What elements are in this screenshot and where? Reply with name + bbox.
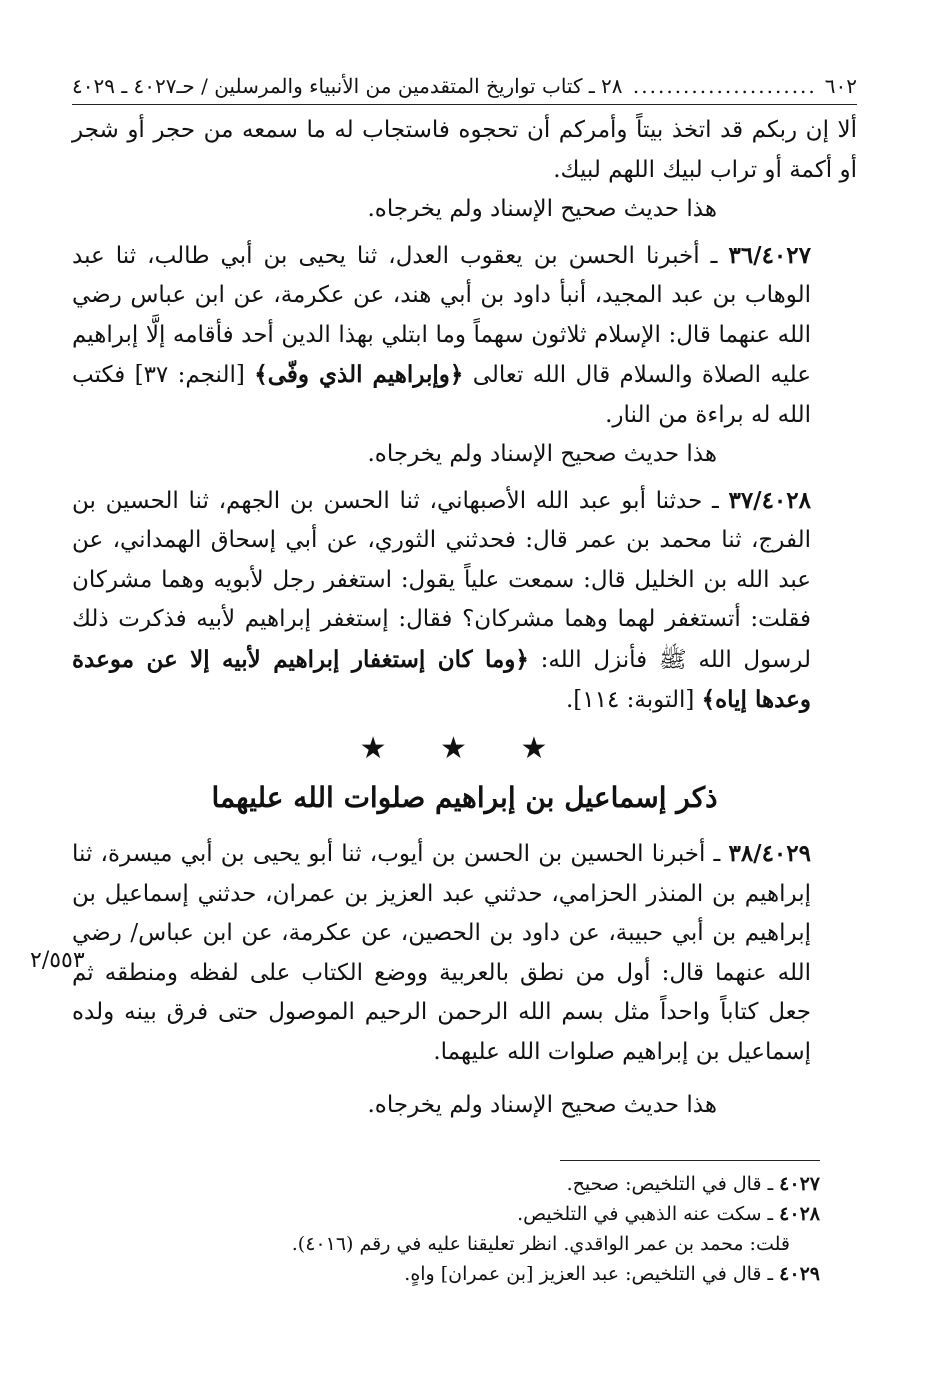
hadith-text-end: [النجم: ٣٧] فكتب الله له براءة من النار. [72, 362, 811, 428]
section-separator-stars: ★ ★ ★ [359, 730, 570, 766]
running-title: ٢٨ ـ كتاب تواريخ المتقدمين من الأنبياء والمرسلين / حـ٤٠٢٧ ـ ٤٠٢٩ [72, 74, 623, 98]
footnote [120, 1259, 820, 1289]
verdict-line: هذا حديث صحيح الإسناد ولم يخرجاه. [367, 196, 717, 222]
hadith-number: ٣٨/٤٠٢٩ [728, 840, 811, 867]
verdict-line: هذا حديث صحيح الإسناد ولم يخرجاه. [367, 441, 717, 467]
section-heading: ذكر إسماعيل بن إبراهيم صلوات الله عليهما [211, 781, 718, 814]
footnote [120, 1169, 820, 1199]
continuation-paragraph: ألا إن ربكم قد اتخذ بيتاً وأمركم أن تحجوه فاستجاب له ما سمعه من حجر أو شجر أو أكمة أو تراب لبيك اللهم لبيك. [72, 117, 857, 183]
footnote-text: ـ سكت عنه الذهبي في التلخيص. [517, 1203, 780, 1225]
footnote-number: ٤٠٢٩ [779, 1263, 820, 1285]
hadith-text: ـ أخبرنا الحسين بن الحسن بن أيوب، ثنا أبو يحيى بن أبي ميسرة، ثنا إبراهيم بن المنذر الحزامي، حدثني عبد العزيز بن عمران، حدثني إسماعيل بن إبراهيم بن أبي حبيبة، عن داود بن الحصين، عن عكرمة، عن ابن عباس/ رضي الله عنهما قال: أول من نطق بالعربية ووضع الكتاب على لفظه ومنطقه ثم جعل كتاباً واحداً مثل بسم الله الرحمن الرحيم الموصول حتى فرق بينه ولده إسماعيل بن إبراهيم صلوات الله عليهما. [72, 841, 811, 1065]
page-header [72, 72, 857, 105]
hadith-4027-paragraph [72, 236, 857, 436]
marginal-volume-reference: ٢/٥٥٣ [30, 948, 85, 973]
page-number: ٦٠٢ [824, 74, 857, 98]
body-text [72, 111, 857, 1126]
footnote-number: ٤٠٢٨ [779, 1203, 820, 1225]
footnote-note [120, 1229, 820, 1259]
footnote [120, 1199, 820, 1229]
hadith-4029-paragraph [72, 834, 857, 1072]
header-leader-dots [631, 72, 817, 100]
hadith-text: ـ حدثنا أبو عبد الله الأصبهاني، ثنا الحسن بن الجهم، ثنا الحسين بن الفرج، ثنا محمد بن عمر قال: فحدثني الثوري، عن أبي إسحاق الهمداني، عن عبد الله بن الخليل قال: سمعت علياً يقول: استغفر رجل لأبويه وهما مشركان فقلت: أتستغفر لهما وهما مشركان؟ فقال: إستغفر إبراهيم لأبيه فذكرت ذلك لرسول الله ﷺ فأنزل الله: [72, 487, 811, 673]
footnote-rule [560, 1160, 820, 1161]
hadith-number: ٣٧/٤٠٢٨ [728, 486, 811, 514]
footnote-number: ٤٠٢٧ [779, 1173, 820, 1195]
quran-quote: ﴿وما كان إستغفار إبراهيم لأبيه إلا عن موعدة وعدها إياه﴾ [72, 645, 811, 713]
hadith-text-end: [التوبة: ١١٤]. [565, 687, 702, 713]
verdict-line: هذا حديث صحيح الإسناد ولم يخرجاه. [367, 1092, 717, 1118]
hadith-text: ـ أخبرنا الحسن بن يعقوب العدل، ثنا يحيى بن أبي طالب، ثنا عبد الوهاب بن عبد المجيد، أنبأ داود بن أبي هند، عن عكرمة، عن ابن عباس رضي الله عنهما قال: الإسلام ثلاثون سهماً وما ابتلي بهذا الدين أحد فأقامه إلَّا إبراهيم عليه الصلاة والسلام قال الله تعالى [72, 242, 811, 388]
hadith-number: ٣٦/٤٠٢٧ [728, 241, 811, 269]
hadith-4028-paragraph [72, 481, 857, 721]
footnote-text: ـ قال في التلخيص: صحيح. [566, 1173, 780, 1195]
footnotes [120, 1160, 820, 1289]
footnote-text: ـ قال في التلخيص: عبد العزيز [بن عمران] واهٍ. [404, 1263, 780, 1285]
footnote-text: قلت: محمد بن عمر الواقدي. انظر تعليقنا عليه في رقم (٤٠١٦). [291, 1233, 790, 1255]
quran-quote: ﴿وإبراهيم الذي وفّى﴾ [254, 361, 464, 388]
